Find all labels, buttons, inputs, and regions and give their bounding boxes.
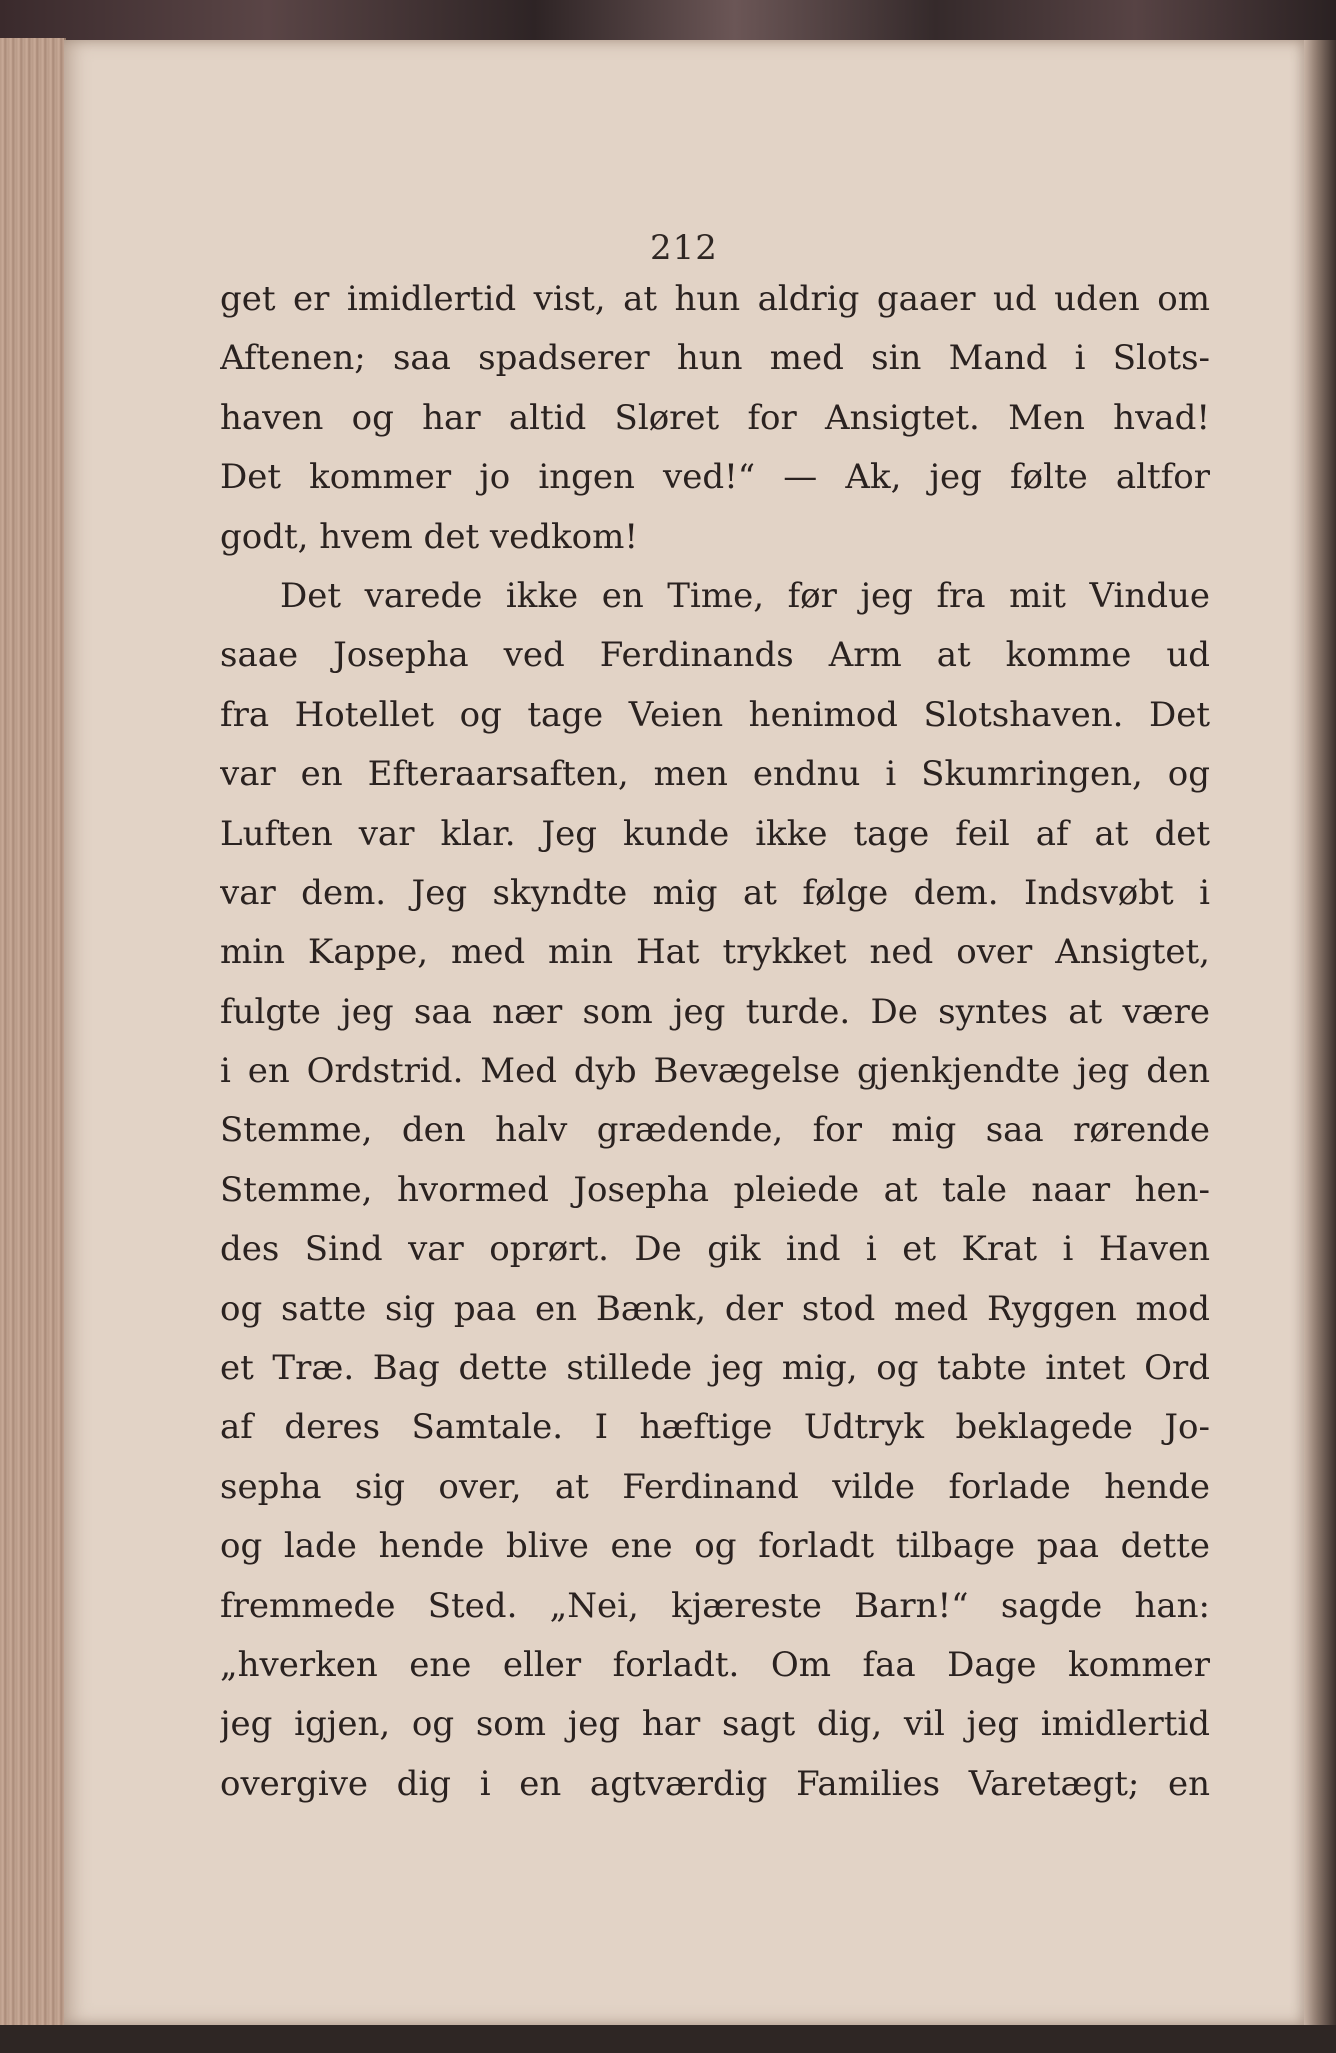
text-line: saae Josepha ved Ferdinands Arm at komme ud <box>220 635 1210 676</box>
text-line: des Sind var oprørt. De gik ind i et Krat i Haven <box>220 1229 1210 1270</box>
text-line: i en Ordstrid. Med dyb Bevægelse gjenkjendte jeg den <box>220 1051 1210 1092</box>
text-line: Luften var klar. Jeg kunde ikke tage feil af at det <box>220 813 1210 854</box>
text-line: var en Efteraarsaften, men endnu i Skumringen, og <box>220 754 1210 795</box>
page-right-shadow <box>1304 40 1336 2025</box>
text-line: min Kappe, med min Hat trykket ned over Ansigtet, <box>220 932 1210 973</box>
book-top-edge <box>0 0 1336 40</box>
book-bottom-edge <box>0 2025 1336 2053</box>
page-body-text <box>220 270 1210 1814</box>
page-number: 212 <box>650 228 718 268</box>
text-line: sepha sig over, at Ferdinand vilde forlade hende <box>220 1466 1210 1507</box>
text-line: og satte sig paa en Bænk, der stod med Ryggen mod <box>220 1288 1210 1329</box>
text-line: af deres Samtale. I hæftige Udtryk beklagede Jo- <box>220 1407 1210 1448</box>
text-line: overgive dig i en agtværdig Families Varetægt; en <box>220 1763 1210 1804</box>
text-line: Det varede ikke en Time, før jeg fra mit Vindue <box>280 575 1210 616</box>
text-line: et Træ. Bag dette stillede jeg mig, og tabte intet Ord <box>220 1348 1210 1389</box>
text-line: Stemme, den halv grædende, for mig saa rørende <box>220 1110 1210 1151</box>
text-line: godt, hvem det vedkom! <box>220 516 638 557</box>
text-line: fulgte jeg saa nær som jeg turde. De syntes at være <box>220 991 1210 1032</box>
text-line: jeg igjen, og som jeg har sagt dig, vil jeg imidlertid <box>220 1704 1210 1745</box>
page-stack-edge <box>0 38 66 2028</box>
text-line: get er imidlertid vist, at hun aldrig gaaer ud uden om <box>220 279 1210 319</box>
text-line: Stemme, hvormed Josepha pleiede at tale naar hen- <box>220 1169 1210 1210</box>
text-line: og lade hende blive ene og forladt tilbage paa dette <box>220 1526 1210 1567</box>
text-line: fremmede Sted. „Nei, kjæreste Barn!“ sagde han: <box>220 1585 1210 1626</box>
text-line: var dem. Jeg skyndte mig at følge dem. Indsvøbt i <box>220 872 1210 913</box>
text-line: Det kommer jo ingen ved!“ — Ak, jeg følte altfor <box>220 457 1210 498</box>
text-line: „hverken ene eller forladt. Om faa Dage kommer <box>220 1644 1210 1685</box>
text-line: Aftenen; saa spadserer hun med sin Mand i Slots- <box>220 338 1210 379</box>
text-line: haven og har altid Sløret for Ansigtet. Men hvad! <box>220 397 1210 438</box>
text-line: fra Hotellet og tage Veien henimod Slotshaven. Det <box>220 694 1210 735</box>
